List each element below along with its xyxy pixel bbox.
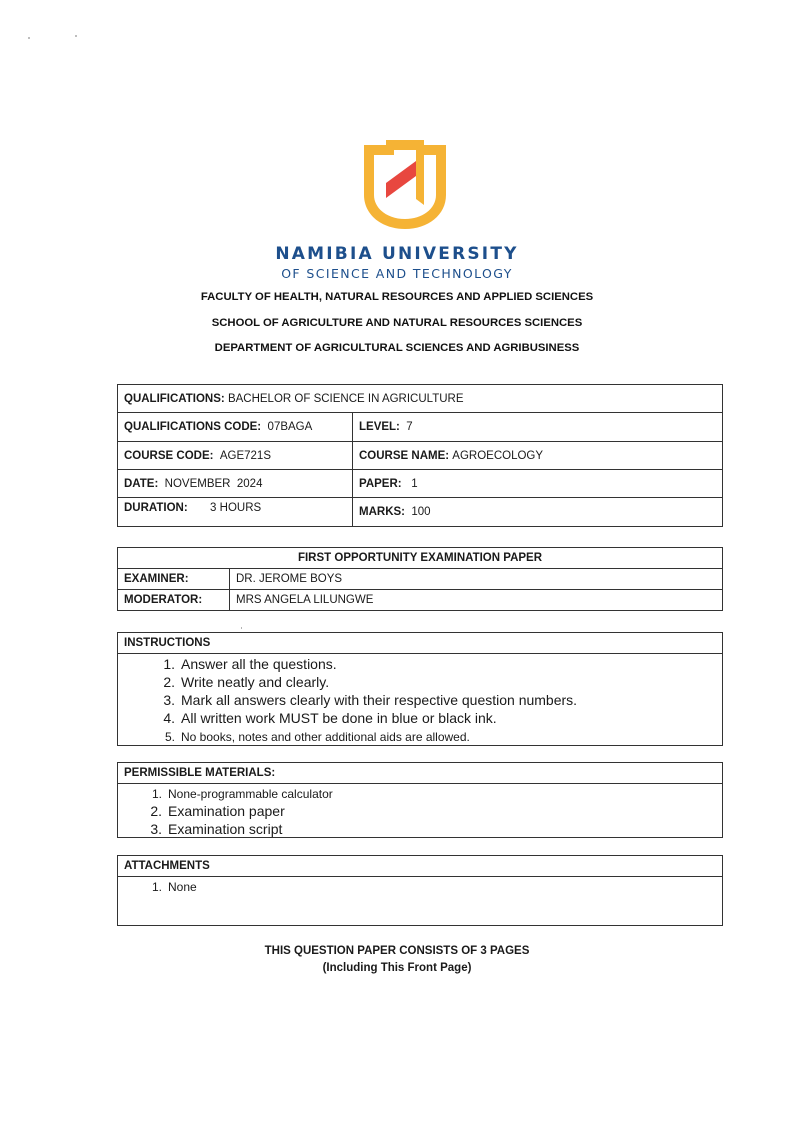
examiners-table (117, 547, 723, 611)
course-name-value: AGROECOLOGY (452, 449, 544, 462)
university-name: NAMIBIA UNIVERSITY (275, 244, 519, 264)
university-logo-icon (360, 139, 450, 231)
scan-speck (28, 37, 30, 39)
scan-speck (75, 35, 77, 37)
moderator-label: MODERATOR: (124, 594, 203, 606)
attachments-box: ATTACHMENTS 1. None (117, 855, 723, 926)
moderator-row (118, 590, 722, 610)
qualifications-code-value: 07BAGA (267, 421, 313, 433)
date-paper-row (118, 470, 722, 498)
duration-label: DURATION: (124, 502, 188, 514)
qualifications-row (118, 385, 722, 413)
course-name-label: COURSE NAME: (359, 449, 450, 462)
attachments-title: ATTACHMENTS (118, 856, 722, 877)
examiner-value: DR. JEROME BOYS (229, 569, 722, 589)
paper-value: 1 (411, 477, 418, 490)
level-value: 7 (406, 421, 413, 433)
moderator-value: MRS ANGELA LILUNGWE (229, 590, 722, 610)
duration-marks-row (118, 498, 722, 526)
marks-value: 100 (411, 506, 431, 518)
page-count-subnote: (Including This Front Page) (322, 962, 472, 974)
department-line: DEPARTMENT OF AGRICULTURAL SCIENCES AND AGRIBUSINESS (214, 342, 580, 354)
duration-value: 3 HOURS (210, 502, 262, 514)
course-details-table (117, 384, 723, 527)
page-count-note: THIS QUESTION PAPER CONSISTS OF 3 PAGES (264, 945, 530, 957)
permissible-title: PERMISSIBLE MATERIALS: (118, 763, 722, 784)
instructions-title: INSTRUCTIONS (118, 633, 722, 654)
qualifications-code-label: QUALIFICATIONS CODE: (124, 421, 262, 433)
instructions-box: INSTRUCTIONS 1. Answer all the questions. 2. Write neatly and clearly. 3. Mark all answers clearly with their respective question numbers. 4. All written work MUST be done in blue or black ink. 5. No books, notes and other additional aids are allowed. (117, 632, 723, 746)
course-row (118, 442, 722, 470)
level-label: LEVEL: (359, 421, 400, 433)
paper-label: PAPER: (359, 477, 402, 490)
exam-title: FIRST OPPORTUNITY EXAMINATION PAPER (297, 552, 543, 564)
qualifications-value: BACHELOR OF SCIENCE IN AGRICULTURE (227, 392, 464, 405)
examiner-row (118, 569, 722, 590)
date-label: DATE: (124, 477, 159, 490)
qualifications-label: QUALIFICATIONS: (124, 392, 225, 405)
school-line: SCHOOL OF AGRICULTURE AND NATURAL RESOURCES SCIENCES (211, 317, 583, 329)
faculty-line: FACULTY OF HEALTH, NATURAL RESOURCES AND APPLIED SCIENCES (200, 291, 594, 303)
exam-title-row (118, 548, 722, 569)
examiner-label: EXAMINER: (124, 573, 189, 585)
code-level-row (118, 413, 722, 442)
course-code-value: AGE721S (219, 449, 271, 462)
university-subtitle: OF SCIENCE AND TECHNOLOGY (281, 266, 513, 281)
permissible-materials-box: PERMISSIBLE MATERIALS: 1. None-programmable calculator 2. Examination paper 3. Examination script (117, 762, 723, 838)
scan-speck (241, 627, 242, 629)
marks-label: MARKS: (359, 506, 405, 518)
course-code-label: COURSE CODE: (124, 449, 214, 462)
date-value: NOVEMBER 2024 (164, 477, 263, 490)
